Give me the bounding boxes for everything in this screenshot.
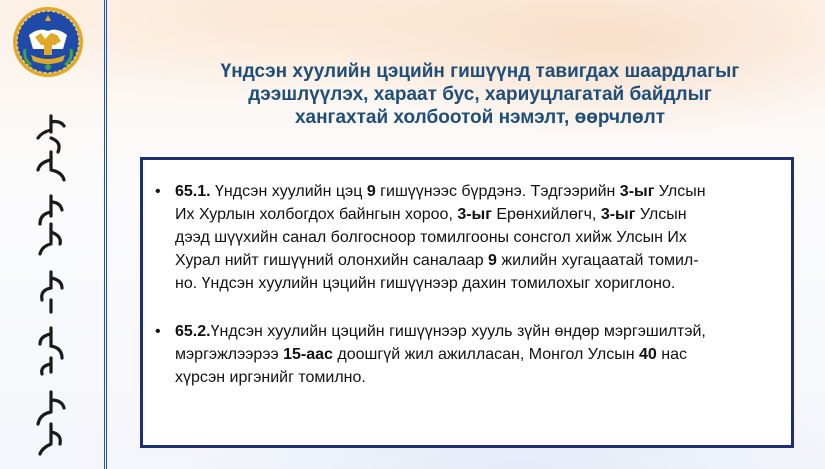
paragraph-line xyxy=(175,180,781,203)
bold-text: 9 xyxy=(366,183,376,200)
bold-text: 15-аас xyxy=(283,346,333,363)
text-run: Улсын xyxy=(654,183,706,200)
text-run: Үндсэн хуулийн цэц xyxy=(215,183,367,200)
paragraph-line xyxy=(175,272,781,295)
text-run: дээд шүүхийн санал болгосноор томилгооны сонсгол хийж Улсын Их xyxy=(175,229,687,246)
sidebar xyxy=(0,0,98,469)
title-line-1: Үндсэн хуулийн цэцийн гишүүнд тавигдах шаардлагыг xyxy=(220,61,740,82)
paragraph-text xyxy=(175,180,781,295)
bold-text: 3-ыг xyxy=(600,206,636,223)
text-run: хүрсэн иргэнийг томилно. xyxy=(175,369,366,386)
state-emblem-icon xyxy=(11,5,85,79)
sidebar-divider xyxy=(104,0,107,469)
title-line-3: хангахтай холбоотой нэмэлт, өөрчлөлт xyxy=(294,107,666,128)
text-run: жилийн хугацаатай томил- xyxy=(496,252,699,269)
paragraph-line xyxy=(175,366,781,389)
bullet: • xyxy=(155,323,161,340)
text-run: гишүүнээс бүрдэнэ. Тэдгээрийн xyxy=(375,183,620,200)
paragraph-line xyxy=(175,203,781,226)
title-line-2: дээшлүүлэх, хараат бус, хариуцлагатай байдлыг xyxy=(248,84,712,105)
bullet: • xyxy=(155,183,161,200)
bold-text: 9 xyxy=(488,252,497,269)
bold-text: 65.2. xyxy=(175,323,211,340)
paragraph-65-1 xyxy=(155,180,781,295)
paragraph-line xyxy=(175,320,781,343)
paragraph-text xyxy=(175,320,781,389)
text-run: мэргэжлээрээ xyxy=(175,346,284,363)
content-box xyxy=(140,157,794,448)
paragraph-65-2 xyxy=(155,320,781,389)
text-run: Улсын xyxy=(635,206,687,223)
text-run: Ерөнхийлөгч, xyxy=(491,206,601,223)
paragraph-line xyxy=(175,343,781,366)
text-run: Их Хурлын холбогдох байнгын хороо, xyxy=(175,206,458,223)
text-run: Үндсэн хуулийн цэцийн гишүүнээр хууль зүйн өндөр мэргэшилтэй, xyxy=(210,323,706,340)
text-run: нас xyxy=(656,346,687,363)
text-run: но. Үндсэн хуулийн цэцийн гишүүнээр дахин томилохыг хориглоно. xyxy=(175,275,676,292)
bold-text: 3-ыг xyxy=(619,183,655,200)
text-run: доошгүй жил ажилласан, Монгол Улсын xyxy=(332,346,639,363)
paragraph-line xyxy=(175,249,781,272)
paragraph-line xyxy=(175,226,781,249)
slide-title xyxy=(160,60,800,129)
bold-text: 40 xyxy=(639,346,657,363)
mongolian-script-icon xyxy=(28,112,74,458)
bold-text: 65.1. xyxy=(175,183,216,200)
text-run: Хурал нийт гишүүний олонхийн саналаар xyxy=(175,252,489,269)
bold-text: 3-ыг xyxy=(457,206,492,223)
